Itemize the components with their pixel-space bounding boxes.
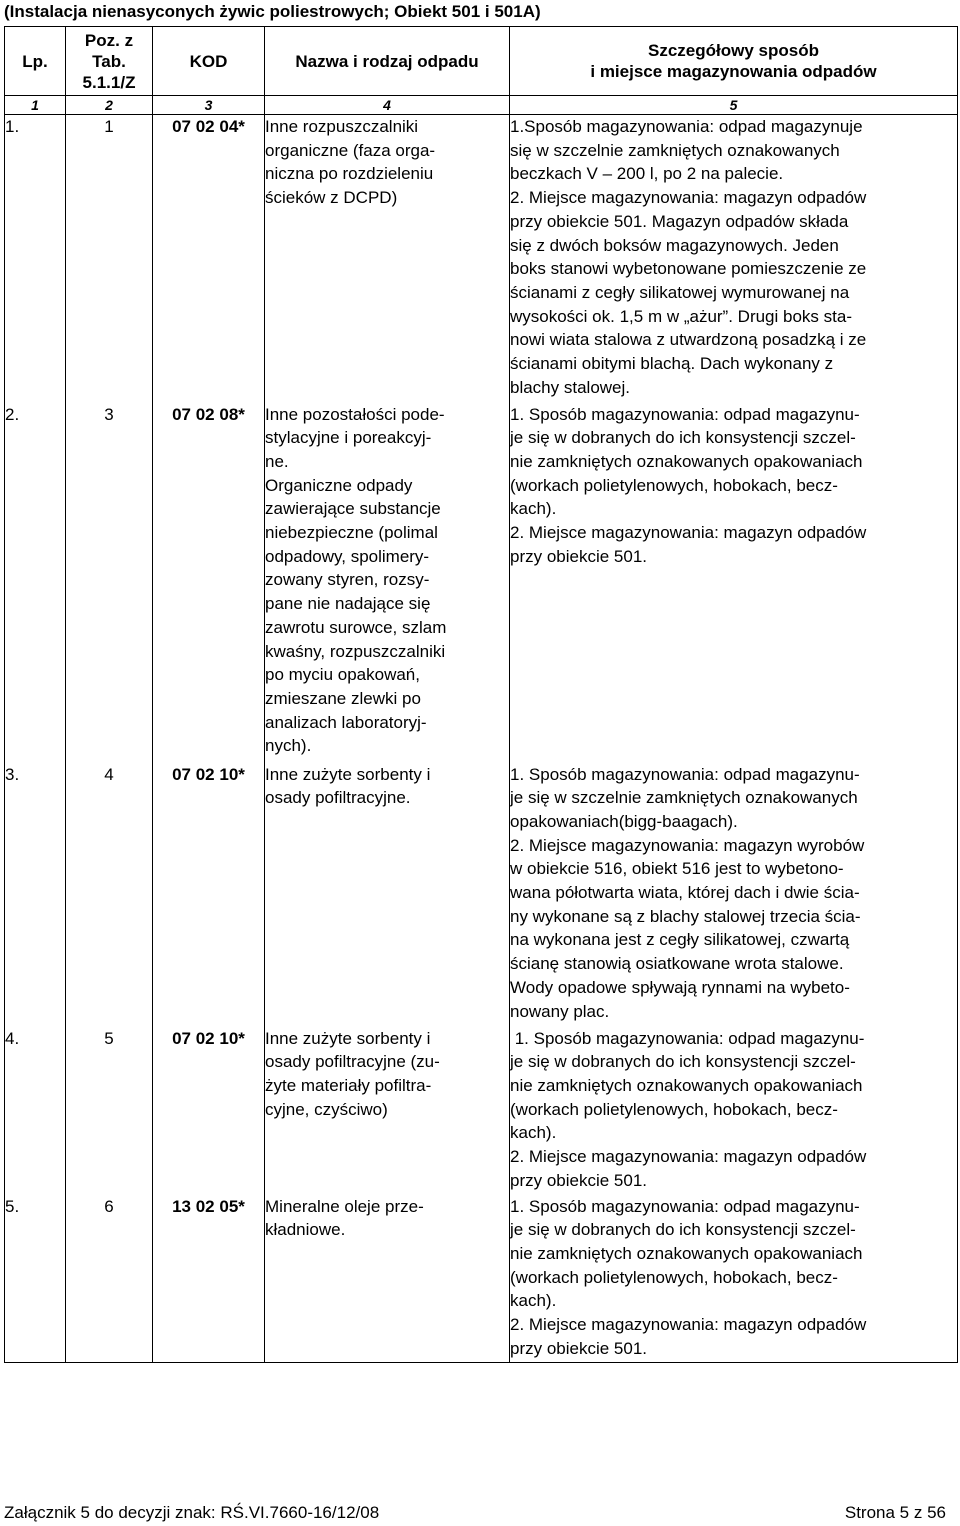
waste-name-line: Inne pozostałości pode- bbox=[265, 404, 445, 424]
storage-method-line: przy obiekcie 501. bbox=[510, 546, 648, 566]
row-waste-name bbox=[265, 1195, 510, 1363]
table-row bbox=[5, 115, 958, 403]
table-row bbox=[5, 403, 958, 763]
storage-method-line: nie zamkniętych oznakowanych opakowaniach bbox=[510, 1243, 863, 1263]
header-kod: KOD bbox=[153, 27, 265, 96]
storage-method-line: kach). bbox=[510, 499, 557, 519]
waste-name-line: osady pofiltracyjne (zu- bbox=[265, 1052, 440, 1072]
storage-method-line: nie zamkniętych oznakowanych opakowaniach bbox=[510, 1075, 863, 1095]
storage-method-line: (workach polietylenowych, hobokach, becz- bbox=[510, 1267, 838, 1287]
storage-method-line: wana półotwarta wiata, której dach i dwie ścia- bbox=[510, 883, 860, 903]
storage-method-line: 1. Sposób magazynowania: odpad magazynu- bbox=[510, 764, 860, 784]
waste-name-line: zmieszane zlewki po bbox=[265, 688, 421, 708]
storage-method-line: je się w dobranych do ich konsystencji szczel- bbox=[510, 1052, 856, 1072]
storage-method-line: blachy stalowej. bbox=[510, 377, 631, 397]
row-lp: 5. bbox=[5, 1195, 66, 1363]
waste-name-line: odpadowy, spolimery- bbox=[265, 546, 430, 566]
footer-reference: Załącznik 5 do decyzji znak: RŚ.VI.7660-16/12/08 bbox=[4, 1503, 380, 1522]
row-poz: 3 bbox=[66, 403, 153, 763]
storage-method-line: w obiekcie 516, obiekt 516 jest to wybetono- bbox=[510, 859, 844, 879]
waste-name-line: niebezpieczne (polimal bbox=[265, 523, 438, 543]
waste-name-line: cyjne, czyściwo) bbox=[265, 1099, 388, 1119]
storage-method-line: je się w dobranych do ich konsystencji szczel- bbox=[510, 428, 856, 448]
header-poz bbox=[66, 27, 153, 96]
column-number-row bbox=[5, 96, 958, 115]
waste-name-line: Inne rozpuszczalniki bbox=[265, 117, 419, 136]
storage-method-line: ścianę stanowią osiatkowane wrota stalowe. bbox=[510, 954, 844, 974]
storage-method-line: 1. Sposób magazynowania: odpad magazynu- bbox=[510, 1028, 865, 1048]
row-storage-method bbox=[510, 403, 958, 763]
storage-method-line: ścianami z cegły silikatowej wymurowanej na bbox=[510, 282, 850, 302]
waste-storage-table bbox=[4, 26, 958, 1363]
waste-name-line: żyte materiały pofiltra- bbox=[265, 1075, 432, 1095]
table-row bbox=[5, 1027, 958, 1195]
row-waste-name bbox=[265, 763, 510, 1027]
header-sposob-line: Szczegółowy sposób bbox=[648, 41, 819, 60]
row-storage-method bbox=[510, 763, 958, 1027]
waste-name-line: Inne zużyte sorbenty i bbox=[265, 1028, 431, 1048]
column-number: 5 bbox=[510, 96, 958, 115]
storage-method-line: ny wykonane są z blachy stalowej trzecia ścia- bbox=[510, 906, 861, 926]
row-lp: 2. bbox=[5, 403, 66, 763]
storage-method-line: ścianami obitymi blachą. Dach wykonany z bbox=[510, 354, 834, 374]
storage-method-line: 2. Miejsce magazynowania: magazyn odpadów bbox=[510, 188, 867, 208]
storage-method-line: 2. Miejsce magazynowania: magazyn odpadów bbox=[510, 1315, 867, 1335]
header-sposob-line: i miejsce magazynowania odpadów bbox=[590, 62, 877, 81]
storage-method-line: nowany plac. bbox=[510, 1001, 610, 1021]
row-waste-code: 13 02 05* bbox=[153, 1195, 265, 1363]
storage-method-line: Wody opadowe spływają rynnami na wybeto- bbox=[510, 977, 850, 997]
storage-method-line: przy obiekcie 501. Magazyn odpadów składa bbox=[510, 211, 849, 231]
storage-method-line: przy obiekcie 501. bbox=[510, 1338, 648, 1358]
header-lp: Lp. bbox=[5, 27, 66, 96]
column-number: 4 bbox=[265, 96, 510, 115]
storage-method-line: kach). bbox=[510, 1291, 557, 1311]
waste-name-line: analizach laboratoryj- bbox=[265, 712, 427, 732]
waste-name-line: organiczne (faza orga- bbox=[265, 140, 436, 160]
storage-method-line: (workach polietylenowych, hobokach, becz- bbox=[510, 1099, 838, 1119]
row-poz: 5 bbox=[66, 1027, 153, 1195]
row-poz: 4 bbox=[66, 763, 153, 1027]
waste-name-line: ne. bbox=[265, 451, 289, 471]
storage-method-line: opakowaniach(bigg-baagach). bbox=[510, 811, 738, 831]
header-poz-line: Poz. z bbox=[84, 30, 134, 50]
waste-name-line: Mineralne oleje prze- bbox=[265, 1196, 424, 1216]
row-waste-name bbox=[265, 115, 510, 403]
row-storage-method bbox=[510, 1195, 958, 1363]
waste-name-line: zawrotu surowce, szlam bbox=[265, 617, 447, 637]
waste-name-line: Inne zużyte sorbenty i bbox=[265, 764, 431, 784]
storage-method-line: 1.Sposób magazynowania: odpad magazynuje bbox=[510, 117, 863, 136]
row-waste-name bbox=[265, 1027, 510, 1195]
row-lp: 3. bbox=[5, 763, 66, 1027]
footer-page-number: Strona 5 z 56 bbox=[844, 1503, 946, 1522]
storage-method-line: je się w szczelnie zamkniętych oznakowanych bbox=[510, 788, 858, 808]
waste-name-line: ścieków z DCPD) bbox=[265, 188, 398, 208]
storage-method-line: na wykonana jest z cegły silikatowej, czwartą bbox=[510, 930, 850, 950]
waste-name-line: kładniowe. bbox=[265, 1220, 346, 1240]
row-storage-method bbox=[510, 1027, 958, 1195]
row-waste-code: 07 02 10* bbox=[153, 763, 265, 1027]
storage-method-line: boks stanowi wybetonowane pomieszczenie ze bbox=[510, 259, 867, 279]
storage-method-line: 2. Miejsce magazynowania: magazyn wyrobów bbox=[510, 835, 865, 855]
row-storage-method bbox=[510, 115, 958, 403]
storage-method-line: się w szczelnie zamkniętych oznakowanych bbox=[510, 140, 840, 160]
row-waste-code: 07 02 08* bbox=[153, 403, 265, 763]
row-poz: 6 bbox=[66, 1195, 153, 1363]
row-lp: 1. bbox=[5, 115, 66, 403]
storage-method-line: 2. Miejsce magazynowania: magazyn odpadów bbox=[510, 523, 867, 543]
row-waste-code: 07 02 10* bbox=[153, 1027, 265, 1195]
column-number: 1 bbox=[5, 96, 66, 115]
waste-name-line: zawierające substancje bbox=[265, 499, 441, 519]
storage-method-line: przy obiekcie 501. bbox=[510, 1170, 648, 1190]
waste-name-line: po myciu opakowań, bbox=[265, 665, 420, 685]
waste-name-line: Organiczne odpady bbox=[265, 475, 413, 495]
header-poz-line: Tab. bbox=[92, 51, 126, 71]
table-row bbox=[5, 1195, 958, 1363]
waste-name-line: nych). bbox=[265, 736, 312, 756]
row-waste-name bbox=[265, 403, 510, 763]
storage-method-line: kach). bbox=[510, 1123, 557, 1143]
header-nazwa: Nazwa i rodzaj odpadu bbox=[265, 27, 510, 96]
storage-method-line: wysokości ok. 1,5 m w „ażur”. Drugi boks sta- bbox=[510, 306, 852, 326]
row-poz: 1 bbox=[66, 115, 153, 403]
waste-name-line: stylacyjne i poreakcyj- bbox=[265, 428, 432, 448]
table-caption: (Instalacja nienasyconych żywic poliestrowych; Obiekt 501 i 501A) bbox=[4, 2, 541, 21]
column-number: 2 bbox=[66, 96, 153, 115]
storage-method-line: nowi wiata stalowa z utwardzoną posadzką i ze bbox=[510, 330, 867, 350]
waste-name-line: niczna po rozdzieleniu bbox=[265, 164, 434, 184]
storage-method-line: beczkach V – 200 l, po 2 na palecie. bbox=[510, 164, 784, 184]
storage-method-line: je się w dobranych do ich konsystencji szczel- bbox=[510, 1220, 856, 1240]
storage-method-line: 1. Sposób magazynowania: odpad magazynu- bbox=[510, 404, 860, 424]
waste-name-line: pane nie nadające się bbox=[265, 594, 431, 614]
storage-method-line: 2. Miejsce magazynowania: magazyn odpadów bbox=[510, 1147, 867, 1167]
column-number: 3 bbox=[153, 96, 265, 115]
storage-method-line: nie zamkniętych oznakowanych opakowaniach bbox=[510, 451, 863, 471]
waste-name-line: osady pofiltracyjne. bbox=[265, 788, 411, 808]
row-waste-code: 07 02 04* bbox=[153, 115, 265, 403]
row-lp: 4. bbox=[5, 1027, 66, 1195]
header-poz-line: 5.1.1/Z bbox=[82, 72, 136, 92]
waste-name-line: zowany styren, rozsy- bbox=[265, 570, 430, 590]
header-sposob bbox=[510, 27, 958, 96]
storage-method-line: (workach polietylenowych, hobokach, becz- bbox=[510, 475, 838, 495]
header-row bbox=[5, 27, 958, 96]
storage-method-line: 1. Sposób magazynowania: odpad magazynu- bbox=[510, 1196, 860, 1216]
storage-method-line: się z dwóch boksów magazynowych. Jeden bbox=[510, 235, 839, 255]
waste-name-line: kwaśny, rozpuszczalniki bbox=[265, 641, 446, 661]
table-row bbox=[5, 763, 958, 1027]
